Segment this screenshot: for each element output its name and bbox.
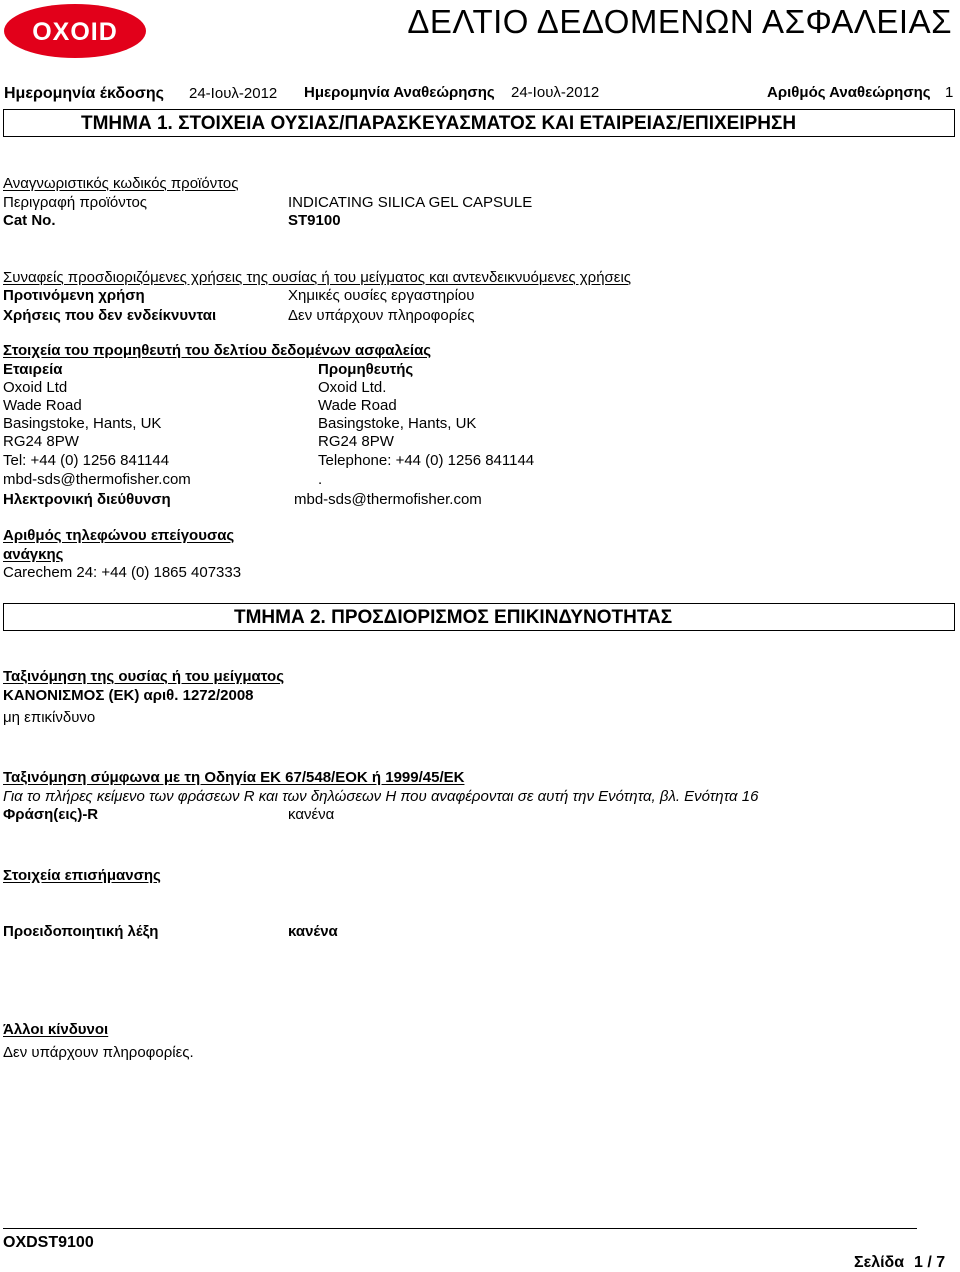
section-1-header — [3, 109, 955, 137]
company-label: Εταιρεία — [3, 361, 63, 378]
label-elements-heading: Στοιχεία επισήμανσης — [3, 867, 161, 884]
supplier-line: RG24 8PW — [318, 433, 394, 450]
uses-advised-against-value: Δεν υπάρχουν πληροφορίες — [288, 307, 475, 324]
company-line: Basingstoke, Hants, UK — [3, 415, 162, 432]
company-line: RG24 8PW — [3, 433, 79, 450]
supplier-label: Προμηθευτής — [318, 361, 414, 378]
company-line: Tel: +44 (0) 1256 841144 — [3, 452, 170, 469]
other-hazards-value: Δεν υπάρχουν πληροφορίες. — [3, 1044, 194, 1061]
footer-divider — [3, 1228, 917, 1229]
product-description-label: Περιγραφή προϊόντος — [3, 194, 148, 211]
supplier-line: Wade Road — [318, 397, 397, 414]
supplier-line: . — [318, 471, 323, 488]
page-number: 1 / 7 — [914, 1254, 946, 1271]
oxoid-logo — [3, 3, 147, 59]
company-line: mbd-sds@thermofisher.com — [3, 471, 191, 488]
revision-number-label: Αριθμός Αναθεώρησης — [767, 84, 931, 101]
r-phrases-label: Φράση(εις)-R — [3, 806, 99, 823]
company-line: Wade Road — [3, 397, 82, 414]
classification-heading: Ταξινόμηση της ουσίας ή του μείγματος — [3, 668, 285, 685]
emergency-phone-heading: Αριθμός τηλεφώνου επείγουσας — [3, 527, 235, 544]
cat-no-label: Cat No. — [3, 212, 56, 229]
revision-date: 24-Ιουλ-2012 — [511, 84, 600, 101]
issue-date: 24-Ιουλ-2012 — [189, 85, 278, 102]
emergency-phone-value: Carechem 24: +44 (0) 1865 407333 — [3, 564, 242, 581]
document-code: OXDST9100 — [3, 1234, 94, 1251]
product-identifier-heading: Αναγνωριστικός κωδικός προϊόντος — [3, 175, 239, 192]
emergency-phone-heading-cont: ανάγκης — [3, 546, 64, 563]
supplier-line: Oxoid Ltd. — [318, 379, 387, 396]
svg-text:OXOID: OXOID — [32, 18, 118, 46]
signal-word-label: Προειδοποιητική λέξη — [3, 923, 159, 940]
regulation-value: μη επικίνδυνο — [3, 709, 96, 726]
supplier-line: Basingstoke, Hants, UK — [318, 415, 477, 432]
directive-note: Για το πλήρες κείμενο των φράσεων R και των δηλώσεων H που αναφέρονται σε αυτή την Ενότητα, βλ. Ενότητα 16 — [3, 788, 759, 805]
company-line: Oxoid Ltd — [3, 379, 68, 396]
page-label: Σελίδα — [854, 1254, 905, 1271]
supplier-line: Telephone: +44 (0) 1256 841144 — [318, 452, 535, 469]
r-phrases-value: κανένα — [288, 806, 335, 823]
cat-no-value: ST9100 — [288, 212, 341, 229]
regulation-label: ΚΑΝΟΝΙΣΜΟΣ (ΕΚ) αριθ. 1272/2008 — [3, 687, 254, 704]
signal-word-value: κανένα — [288, 923, 338, 940]
uses-advised-against-label: Χρήσεις που δεν ενδείκνυνται — [3, 307, 217, 324]
email-label: Ηλεκτρονική διεύθυνση — [3, 491, 171, 508]
revision-date-label: Ημερομηνία Αναθεώρησης — [304, 84, 495, 101]
recommended-use-label: Προτινόμενη χρήση — [3, 287, 145, 304]
revision-number: 1 — [945, 84, 954, 101]
other-hazards-heading: Άλλοι κίνδυνοι — [3, 1021, 109, 1038]
section-2-header — [3, 603, 955, 631]
issue-date-label: Ημερομηνία έκδοσης — [4, 85, 164, 102]
section-2-title: ΤΜΗΜΑ 2. ΠΡΟΣΔΙΟΡΙΣΜΟΣ ΕΠΙΚΙΝΔΥΝΟΤΗΤΑΣ — [234, 607, 673, 628]
supplier-details-heading: Στοιχεία του προμηθευτή του δελτίου δεδομένων ασφαλείας — [3, 342, 432, 359]
document-title: ΔΕΛΤΙΟ ΔΕΔΟΜΕΝΩΝ ΑΣΦΑΛΕΙΑΣ — [407, 3, 952, 40]
email-value: mbd-sds@thermofisher.com — [294, 491, 482, 508]
directive-heading: Ταξινόμηση σύμφωνα με τη Οδηγία ΕΚ 67/548/ΕΟΚ ή 1999/45/ΕΚ — [3, 769, 465, 786]
recommended-use-value: Χημικές ουσίες εργαστηρίου — [288, 287, 475, 304]
relevant-uses-heading: Συναφείς προσδιοριζόμενες χρήσεις της ουσίας ή του μείγματος και αντενδεικνυόμενες χρήσεις — [3, 269, 632, 286]
product-description-value: INDICATING SILICA GEL CAPSULE — [288, 194, 533, 211]
section-1-title: ΤΜΗΜΑ 1. ΣΤΟΙΧΕΙΑ ΟΥΣΙΑΣ/ΠΑΡΑΣΚΕΥΑΣΜΑΤΟΣ ΚΑΙ ΕΤΑΙΡΕΙΑΣ/ΕΠΙΧΕΙΡΗΣΗ — [81, 113, 797, 134]
